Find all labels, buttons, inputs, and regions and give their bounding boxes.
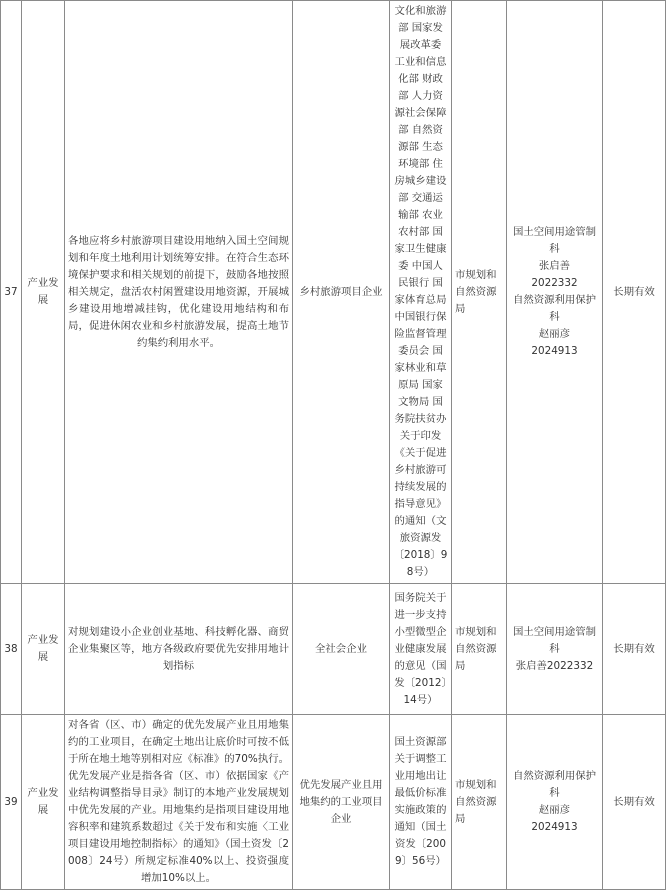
contact-line: 国土空间用途管制科: [512, 625, 597, 655]
policy-content: 对规划建设小企业创业基地、科技孵化器、商贸企业集聚区等，地方各级政府要优先安排用地计划指标: [65, 584, 293, 715]
contact-line: 赵丽彦: [538, 804, 571, 816]
contact-line: 2024913: [531, 345, 578, 357]
responsible-department: 市规划和自然资源局: [452, 715, 507, 890]
contact-line: 2022332: [531, 277, 578, 289]
policy-basis: 文化和旅游部 国家发展改革委 工业和信息化部 财政部 人力资源社会保障部 自然资源部 生态环境部 住房城乡建设部 交通运输部 农业农村部 国家卫生健康委 中国人民银行 国家体育总局 中国银行保险监督管理委员会 国家林业和草原局 国家文物局 国务院扶贫办关于印发《关于促进乡村旅游可持续发展的指导意见》的通知（文旅资源发〔2018〕98号）: [390, 1, 452, 584]
policy-basis: 国务院关于进一步支持小型微型企业健康发展的意见（国发〔2012〕14号）: [390, 584, 452, 715]
contact-line: 赵丽彦: [538, 328, 571, 340]
contact-info: [507, 584, 603, 715]
validity-period: 长期有效: [603, 715, 666, 890]
contact-line: 张启善2022332: [515, 659, 594, 672]
contact-line: 张启善: [538, 260, 571, 272]
responsible-department: 市规划和自然资源局: [452, 584, 507, 715]
row-number: 39: [1, 715, 22, 890]
policy-category: 产业发展: [22, 584, 65, 715]
row-number: 37: [1, 1, 22, 584]
policy-category: 产业发展: [22, 1, 65, 584]
contact-line: 2024913: [531, 821, 578, 833]
policy-target: 乡村旅游项目企业: [293, 1, 390, 584]
table-row: [1, 1, 666, 584]
contact-line: 国土空间用途管制科: [512, 226, 597, 255]
row-number: 38: [1, 584, 22, 715]
validity-period: 长期有效: [603, 584, 666, 715]
table-row: [1, 584, 666, 715]
contact-info: [507, 715, 603, 890]
responsible-department: 市规划和自然资源局: [452, 1, 507, 584]
policy-target: 全社会企业: [293, 584, 390, 715]
policy-basis: 国土资源部关于调整工业用地出让最低价标准实施政策的通知（国土资发〔2009〕56号）: [390, 715, 452, 890]
policy-content: 对各省（区、市）确定的优先发展产业且用地集约的工业项目，在确定土地出让底价时可按不低于所在地土地等别相对应《标准》的70%执行。优先发展产业是指各省（区、市）依据国家《产业结构调整指导目录》制订的本地产业发展规划中优先发展的产业。用地集约是指项目建设用地容积率和建筑系数超过《关于发布和实施〈工业项目建设用地控制指标〉的通知》（国土资发〔2008〕24号）所规定标准40%以上、投资强度增加10%以上。: [65, 715, 293, 890]
contact-info: [507, 1, 603, 584]
policy-content: 各地应将乡村旅游项目建设用地纳入国土空间规划和年度土地利用计划统筹安排。在符合生态环境保护要求和相关规划的前提下，鼓励各地按照相关规定，盘活农村闲置建设用地资源，开展城乡建设用地增减挂钩，优化建设用地结构和布局，促进休闲农业和乡村旅游发展，提高土地节约集约利用水平。: [65, 1, 293, 584]
validity-period: 长期有效: [603, 1, 666, 584]
policy-target: 优先发展产业且用地集约的工业项目企业: [293, 715, 390, 890]
contact-line: 自然资源利用保护科: [512, 770, 597, 799]
table-row: [1, 715, 666, 890]
policy-category: 产业发展: [22, 715, 65, 890]
contact-line: 自然资源利用保护科: [512, 294, 597, 323]
